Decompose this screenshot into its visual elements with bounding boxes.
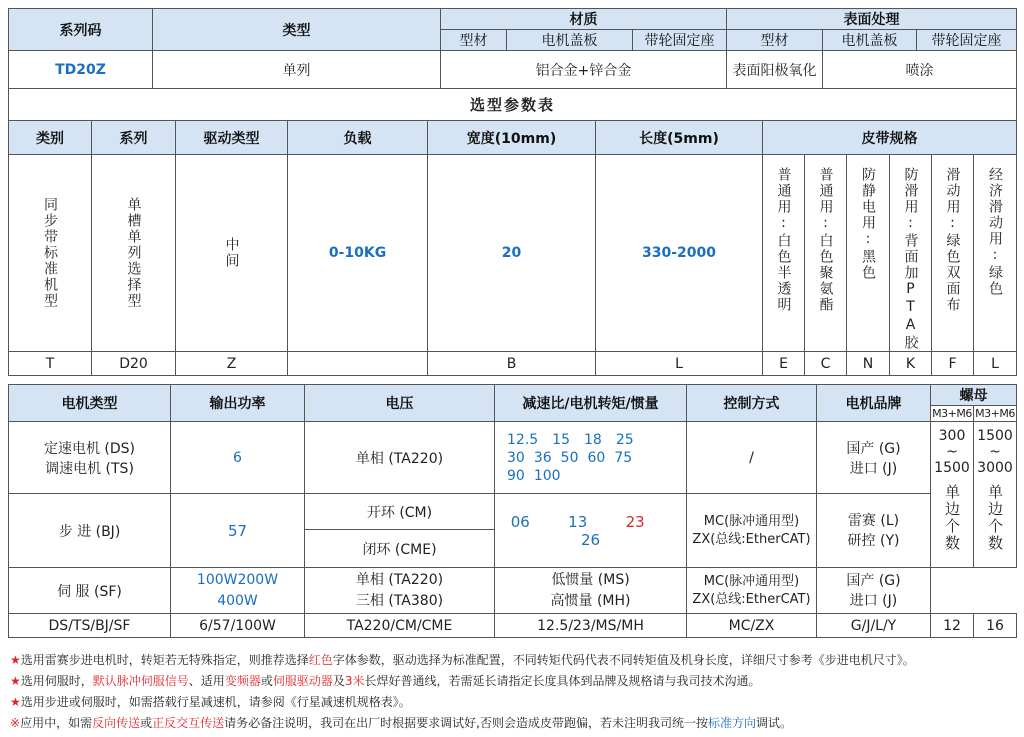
header-ratio: 减速比/电机转矩/惯量 bbox=[495, 385, 687, 422]
note-3: ★选用步进或伺服时，如需搭载行星减速机，请参阅《行星减速机规格表》。 bbox=[10, 695, 411, 709]
note-4: ※应用中，如需反向传送或正反交互传送请务必备注说明，我司在出厂时根据要求调试好,否则会造成皮带跑偏，若未注明我司统一按标准方向调试。 bbox=[10, 716, 792, 730]
code-cell: F bbox=[932, 352, 974, 376]
table-title: 选型参数表 bbox=[9, 89, 1017, 121]
star-icon: ★ bbox=[10, 653, 21, 667]
ratio-value: 50 bbox=[560, 449, 579, 466]
header-drive-type: 驱动类型 bbox=[176, 121, 288, 155]
nut-sub: M3+M6 bbox=[932, 407, 972, 420]
brand-l: 雷赛 (L) bbox=[847, 512, 900, 529]
width-value: 20 bbox=[428, 155, 596, 352]
power-value: 100W200W bbox=[196, 571, 279, 588]
voltage-open: 开环 (CM) bbox=[305, 494, 495, 530]
notes bbox=[10, 650, 1016, 734]
ratio-value: 25 bbox=[615, 431, 634, 448]
belt-option: 滑动用:绿色双面布 bbox=[944, 167, 961, 313]
voltage-three: 三相 (TA380) bbox=[355, 592, 444, 609]
surface-profile-value: 表面阳极氧化 bbox=[727, 51, 823, 89]
drive-value: 中间 bbox=[223, 237, 240, 269]
code-cell: TA220/CM/CME bbox=[305, 614, 495, 638]
header-width: 宽度(10mm) bbox=[428, 121, 596, 155]
belt-option: 防静电用:黑色 bbox=[860, 167, 876, 281]
code-cell: K bbox=[890, 352, 932, 376]
sub-profile-surface: 型材 bbox=[727, 30, 823, 51]
series-code-value: TD20Z bbox=[9, 51, 153, 89]
code-cell: L bbox=[974, 352, 1017, 376]
brand-j: 进口 (J) bbox=[849, 460, 898, 477]
voltage-single: 单相 (TA220) bbox=[355, 571, 444, 588]
sub-motor-cover-surface: 电机盖板 bbox=[823, 30, 917, 51]
nut-note: 单边个数 bbox=[943, 484, 961, 552]
header-brand: 电机品牌 bbox=[817, 385, 931, 422]
ratio-value: 15 bbox=[552, 431, 570, 448]
code-cell: 12.5/23/MS/MH bbox=[495, 614, 687, 638]
code-cell: D20 bbox=[92, 352, 176, 376]
header-output-power: 输出功率 bbox=[171, 385, 305, 422]
belt-option: 普通用:白色聚氨酯 bbox=[817, 167, 834, 313]
brand-g: 国产 (G) bbox=[846, 572, 901, 589]
reference-mark-icon: ※ bbox=[10, 716, 21, 730]
code-cell: DS/TS/BJ/SF bbox=[9, 614, 171, 638]
control-mc: MC(脉冲通用型) bbox=[703, 573, 800, 589]
code-cell: N bbox=[847, 352, 890, 376]
code-cell: MC/ZX bbox=[687, 614, 817, 638]
surface-other-value: 喷涂 bbox=[823, 51, 1017, 89]
header-type: 类型 bbox=[153, 9, 441, 51]
spec-table bbox=[8, 120, 1017, 376]
sub-profile: 型材 bbox=[441, 30, 507, 51]
series-table bbox=[8, 8, 1017, 121]
nut-sub: M3+M6 bbox=[975, 407, 1015, 420]
material-value: 铝合金+锌合金 bbox=[441, 51, 727, 89]
ratio-list bbox=[495, 422, 687, 494]
brand-y: 研控 (Y) bbox=[847, 532, 900, 549]
header-control: 控制方式 bbox=[687, 385, 817, 422]
header-length: 长度(5mm) bbox=[596, 121, 763, 155]
belt-option: 经济滑动用:绿色 bbox=[987, 167, 1003, 297]
voltage-closed: 闭环 (CME) bbox=[305, 530, 495, 568]
control-zx: ZX(总线:EtherCAT) bbox=[692, 591, 811, 607]
nut-tilde: ~ bbox=[989, 444, 1001, 460]
voltage-value: 单相 (TA220) bbox=[305, 422, 495, 494]
code-cell: E bbox=[763, 352, 805, 376]
header-series: 系列 bbox=[92, 121, 176, 155]
ratio-value-red: 23 bbox=[625, 512, 645, 531]
header-nut: 螺母 bbox=[931, 385, 1017, 406]
code-cell: 12 bbox=[931, 614, 974, 638]
motor-type-ts: 调速电机 (TS) bbox=[45, 460, 134, 477]
sub-pulley-seat-surface: 带轮固定座 bbox=[917, 30, 1017, 51]
nut-left bbox=[931, 422, 974, 568]
ratio-value: 60 bbox=[587, 449, 606, 466]
ratio-value: 75 bbox=[614, 449, 633, 466]
header-motor-type: 电机类型 bbox=[9, 385, 171, 422]
ratio-value: 12.5 bbox=[507, 431, 539, 448]
ratio-value: 30 bbox=[507, 449, 525, 466]
belt-option: 防滑用:背面加PTA胶 bbox=[902, 167, 919, 351]
control-value: / bbox=[687, 422, 817, 494]
code-cell: B bbox=[428, 352, 596, 376]
star-icon: ★ bbox=[10, 695, 21, 709]
header-category: 类别 bbox=[9, 121, 92, 155]
header-surface: 表面处理 bbox=[727, 9, 1017, 30]
code-cell: 6/57/100W bbox=[171, 614, 305, 638]
motor-type-ds: 定速电机 (DS) bbox=[43, 440, 136, 457]
inertia-high: 高惯量 (MH) bbox=[550, 592, 631, 609]
series-value: 单槽单列选择型 bbox=[125, 197, 142, 309]
code-cell: T bbox=[9, 352, 92, 376]
header-material: 材质 bbox=[441, 9, 727, 30]
ratio-value: 90 bbox=[507, 467, 525, 484]
brand-g: 国产 (G) bbox=[846, 440, 901, 457]
power-value: 57 bbox=[171, 494, 305, 568]
control-zx: ZX(总线:EtherCAT) bbox=[692, 531, 811, 547]
header-voltage: 电压 bbox=[305, 385, 495, 422]
motor-table bbox=[8, 384, 1017, 638]
control-mc: MC(脉冲通用型) bbox=[703, 513, 800, 529]
length-value: 330-2000 bbox=[596, 155, 763, 352]
power-value: 6 bbox=[171, 422, 305, 494]
sub-motor-cover: 电机盖板 bbox=[507, 30, 633, 51]
nut-note: 单边个数 bbox=[986, 484, 1004, 552]
nut-right bbox=[974, 422, 1017, 568]
motor-type-bj: 步 进 (BJ) bbox=[9, 494, 171, 568]
motor-type-sf: 伺 服 (SF) bbox=[9, 568, 171, 614]
header-load: 负载 bbox=[288, 121, 428, 155]
type-value: 单列 bbox=[153, 51, 441, 89]
sub-pulley-seat: 带轮固定座 bbox=[633, 30, 727, 51]
nut-tilde: ~ bbox=[946, 444, 958, 460]
ratio-value: 06 bbox=[510, 512, 530, 531]
note-1: ★选用雷赛步进电机时，转矩若无特殊指定，则推荐选择红色字体参数，驱动选择为标准配置，不同转矩代码代表不同转矩值及机身长度，详细尺寸参考《步进电机尺寸》。 bbox=[10, 653, 915, 667]
star-icon: ★ bbox=[10, 674, 21, 688]
nut-range-top: 1500 bbox=[977, 428, 1013, 444]
code-cell: C bbox=[805, 352, 847, 376]
code-cell bbox=[288, 352, 428, 376]
category-value: 同步带标准机型 bbox=[42, 197, 58, 309]
nut-range-bottom: 3000 bbox=[977, 460, 1013, 476]
inertia-low: 低惯量 (MS) bbox=[551, 571, 630, 588]
code-cell: L bbox=[596, 352, 763, 376]
ratio-list bbox=[495, 494, 687, 568]
ratio-value: 100 bbox=[533, 467, 561, 484]
power-value: 400W bbox=[217, 592, 258, 609]
code-cell: 16 bbox=[974, 614, 1017, 638]
ratio-value: 18 bbox=[584, 431, 602, 448]
header-series-code: 系列码 bbox=[9, 9, 153, 51]
ratio-value: 13 bbox=[568, 512, 588, 531]
header-belt-spec: 皮带规格 bbox=[763, 121, 1017, 155]
brand-j: 进口 (J) bbox=[849, 592, 898, 609]
note-2: ★选用伺服时，默认脉冲伺服信号、适用变频器或伺服驱动器及3米长焊好普通线，若需延长请指定长度具体到品牌及规格请与我司技术沟通。 bbox=[10, 674, 761, 688]
ratio-value: 26 bbox=[580, 530, 601, 549]
code-cell: G/J/L/Y bbox=[817, 614, 931, 638]
nut-range-bottom: 1500 bbox=[934, 460, 970, 476]
nut-range-top: 300 bbox=[938, 428, 966, 444]
code-cell: Z bbox=[176, 352, 288, 376]
load-value: 0-10KG bbox=[288, 155, 428, 352]
ratio-value: 36 bbox=[533, 449, 552, 466]
belt-option: 普通用:白色半透明 bbox=[775, 167, 792, 313]
